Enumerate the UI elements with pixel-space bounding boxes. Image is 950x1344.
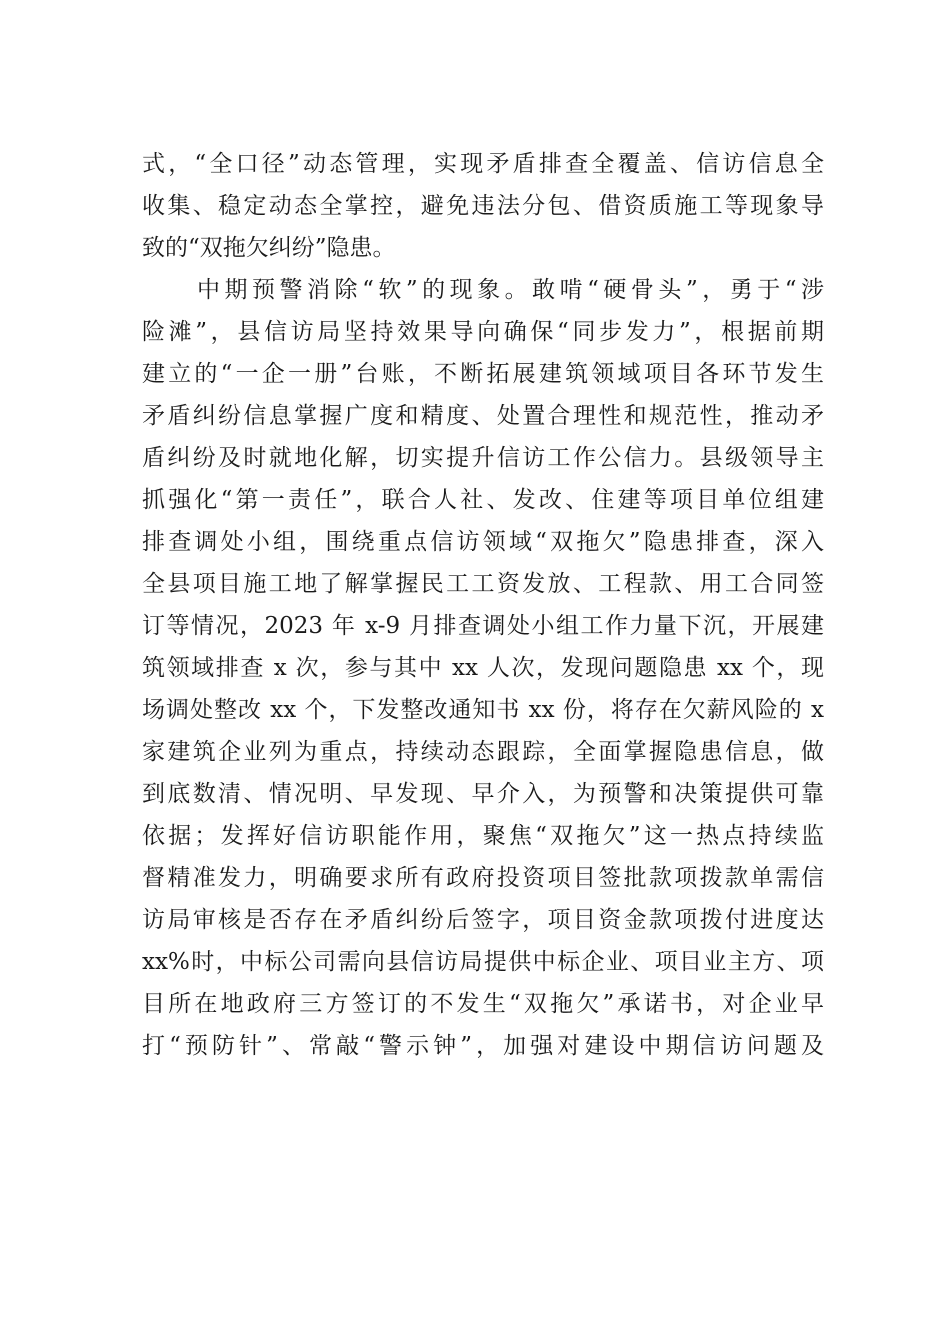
paragraph-2-line-17: xx%时，中标公司需向县信访局提供中标企业、项目业主方、项 (142, 949, 824, 975)
paragraph-2-line-4: 矛盾纠纷信息掌握广度和精度、处置合理性和规范性，推动矛 (142, 403, 824, 429)
paragraph-2-line-19: 打“预防针”、常敲“警示钟”，加强对建设中期信访问题及 (142, 1033, 824, 1059)
paragraph-2-line-11: 场调处整改 xx 个，下发整改通知书 xx 份，将存在欠薪风险的 x (142, 697, 824, 723)
paragraph-2-line-3: 建立的“一企一册”台账，不断拓展建筑领域项目各环节发生 (142, 361, 824, 387)
paragraph-1-line-2: 收集、稳定动态全掌控，避免违法分包、借资质施工等现象导 (142, 193, 824, 219)
paragraph-2-line-9: 订等情况，2023 年 x-9 月排查调处小组工作力量下沉，开展建 (142, 613, 824, 639)
paragraph-2-line-6: 抓强化“第一责任”，联合人社、发改、住建等项目单位组建 (142, 487, 824, 513)
document-body (142, 143, 824, 1067)
paragraph-2-line-1: 中期预警消除“软”的现象。敢啃“硬骨头”，勇于“涉 (142, 277, 824, 303)
paragraph-1-line-1: 式，“全口径”动态管理，实现矛盾排查全覆盖、信访信息全 (142, 151, 824, 177)
paragraph-2-line-16: 访局审核是否存在矛盾纠纷后签字，项目资金款项拨付进度达 (142, 907, 824, 933)
paragraph-2-line-15: 督精准发力，明确要求所有政府投资项目签批款项拨款单需信 (142, 865, 824, 891)
paragraph-2-line-18: 目所在地政府三方签订的不发生“双拖欠”承诺书，对企业早 (142, 991, 824, 1017)
paragraph-2-line-12: 家建筑企业列为重点，持续动态跟踪，全面掌握隐患信息，做 (142, 739, 824, 765)
paragraph-1-line-3: 致的“双拖欠纠纷”隐患。 (142, 235, 396, 261)
paragraph-2-line-7: 排查调处小组，围绕重点信访领域“双拖欠”隐患排查，深入 (142, 529, 824, 555)
paragraph-2-line-14: 依据；发挥好信访职能作用，聚焦“双拖欠”这一热点持续监 (142, 823, 824, 849)
paragraph-2-line-2: 险滩”，县信访局坚持效果导向确保“同步发力”，根据前期 (142, 319, 824, 345)
paragraph-2-line-10: 筑领域排查 x 次，参与其中 xx 人次，发现问题隐患 xx 个，现 (142, 655, 824, 681)
paragraph-2-line-8: 全县项目施工地了解掌握民工工资发放、工程款、用工合同签 (142, 571, 824, 597)
paragraph-2-line-13: 到底数清、情况明、早发现、早介入，为预警和决策提供可靠 (142, 781, 824, 807)
paragraph-2-line-5: 盾纠纷及时就地化解，切实提升信访工作公信力。县级领导主 (142, 445, 824, 471)
